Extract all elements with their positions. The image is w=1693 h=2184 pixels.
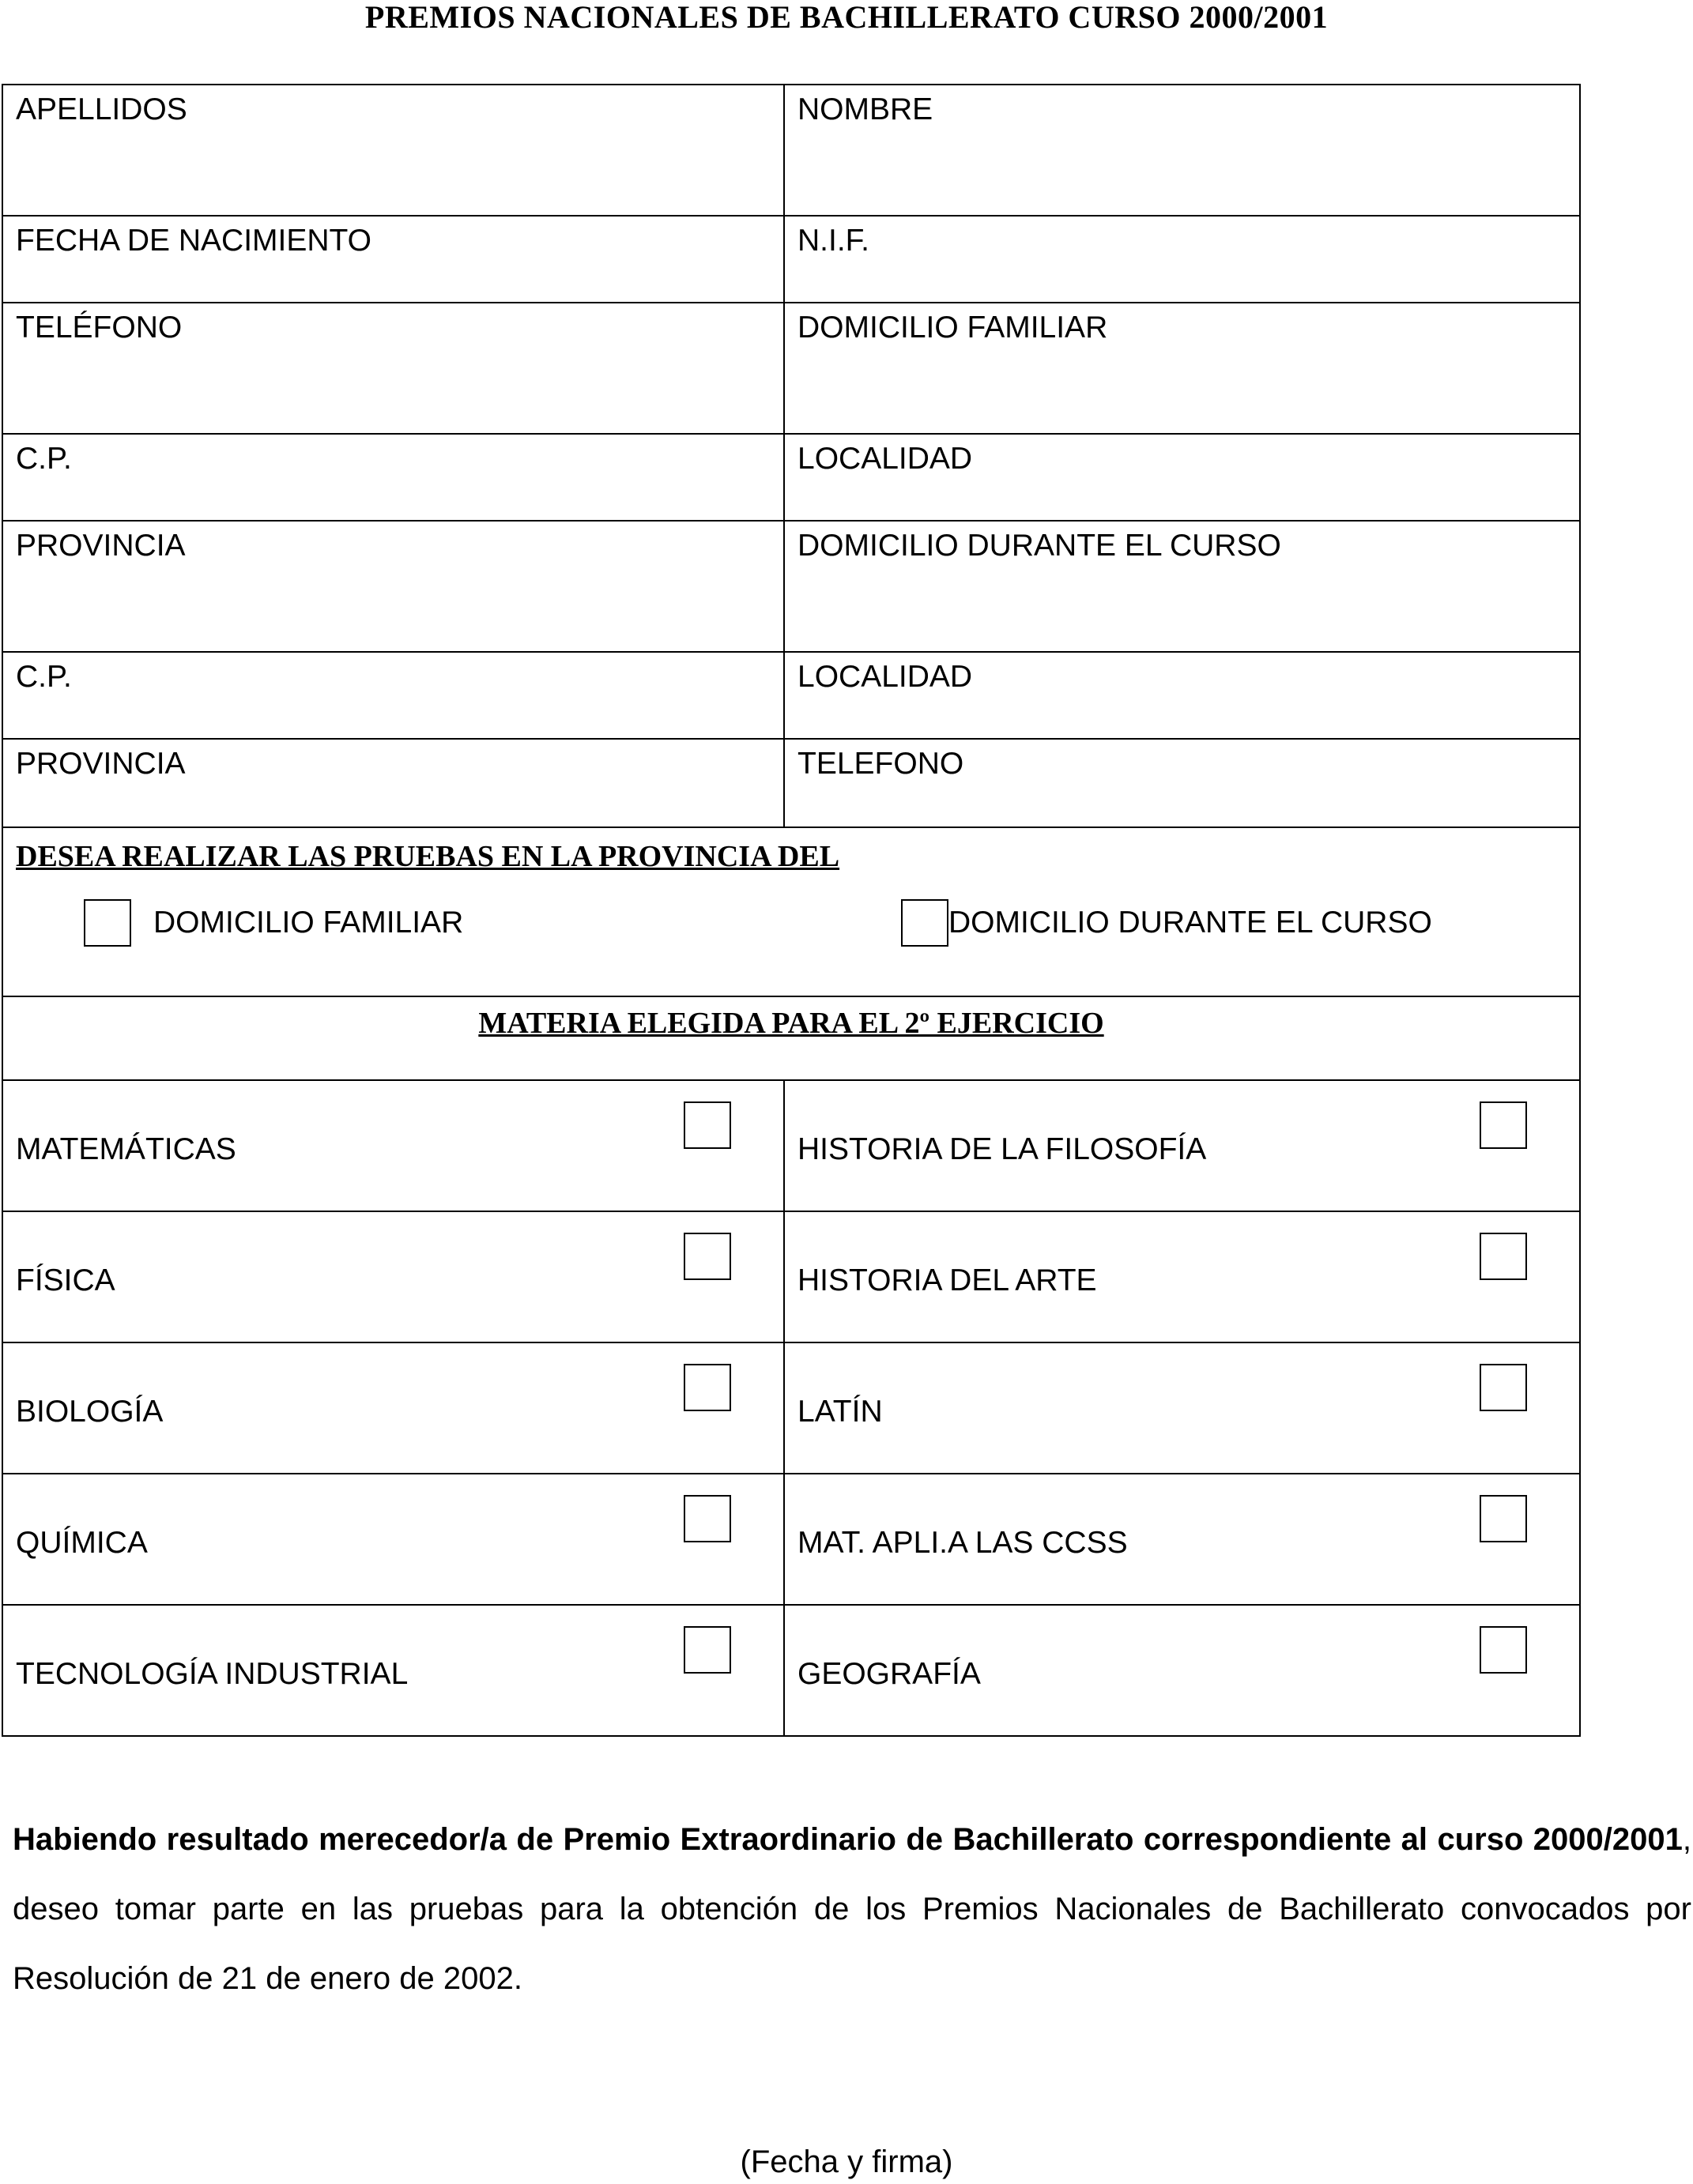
localidad-label: LOCALIDAD	[797, 442, 973, 476]
fecha-nacimiento-label: FECHA DE NACIMIENTO	[16, 224, 372, 258]
signature-label: (Fecha y firma)	[740, 2144, 953, 2179]
declaration-text: , deseo tomar parte en las pruebas para la obtención de los Premios Nacionales de Bachillerato convocados por Resolución de 21 de enero de 2002.	[13, 1822, 1691, 1996]
subject-cell	[2, 1605, 784, 1736]
apellidos-field[interactable]	[2, 85, 784, 216]
cp-field[interactable]	[2, 434, 784, 521]
option-domicilio-familiar	[84, 899, 463, 947]
application-form-table	[2, 84, 1581, 1737]
subject-geografia: GEOGRAFÍA	[797, 1657, 981, 1691]
subject-cell	[2, 1342, 784, 1474]
domicilio-curso-checkbox[interactable]	[901, 899, 948, 947]
historia-arte-checkbox[interactable]	[1480, 1233, 1527, 1280]
provincia-curso-field[interactable]	[2, 739, 784, 827]
localidad-curso-label: LOCALIDAD	[797, 660, 973, 694]
localidad-curso-field[interactable]	[784, 652, 1580, 739]
domicilio-familiar-field[interactable]	[784, 303, 1580, 434]
cp-curso-field[interactable]	[2, 652, 784, 739]
nif-label: N.I.F.	[797, 224, 870, 258]
subject-row	[2, 1211, 1580, 1342]
nombre-field[interactable]	[784, 85, 1580, 216]
subject-cell	[784, 1080, 1580, 1211]
matematicas-checkbox[interactable]	[684, 1101, 731, 1149]
cp-label: C.P.	[16, 442, 72, 476]
provincia-label: PROVINCIA	[16, 529, 186, 563]
form-row	[2, 216, 1580, 303]
subject-matematicas: MATEMÁTICAS	[16, 1132, 236, 1166]
subject-cell	[784, 1211, 1580, 1342]
materia-heading: MATERIA ELEGIDA PARA EL 2º EJERCICIO	[478, 1007, 1104, 1040]
declaration-bold-text: Habiendo resultado merecedor/a de Premio Extraordinario de Bachillerato correspondiente al curso 2000/2001	[13, 1822, 1683, 1857]
cp-curso-label: C.P.	[16, 660, 72, 694]
subject-cell	[2, 1080, 784, 1211]
nombre-label: NOMBRE	[797, 92, 933, 126]
telefono-curso-label: TELEFONO	[797, 747, 964, 781]
subject-tecnologia-industrial: TECNOLOGÍA INDUSTRIAL	[16, 1657, 409, 1691]
form-row	[2, 303, 1580, 434]
subject-row	[2, 1474, 1580, 1605]
materia-section	[2, 996, 1580, 1080]
fecha-nacimiento-field[interactable]	[2, 216, 784, 303]
subject-fisica: FÍSICA	[16, 1263, 115, 1297]
localidad-field[interactable]	[784, 434, 1580, 521]
subject-quimica: QUÍMICA	[16, 1526, 148, 1560]
materia-heading-row	[2, 996, 1580, 1080]
latin-checkbox[interactable]	[1480, 1364, 1527, 1411]
form-title: PREMIOS NACIONALES DE BACHILLERATO CURSO 2000/2001	[364, 0, 1329, 35]
telefono-curso-field[interactable]	[784, 739, 1580, 827]
subject-latin: LATÍN	[797, 1395, 883, 1429]
option-domicilio-curso	[901, 899, 1432, 947]
subject-historia-filosofia: HISTORIA DE LA FILOSOFÍA	[797, 1132, 1207, 1166]
subject-row	[2, 1080, 1580, 1211]
option-domicilio-familiar-label: DOMICILIO FAMILIAR	[153, 906, 464, 939]
apellidos-label: APELLIDOS	[16, 92, 187, 126]
subject-cell	[784, 1342, 1580, 1474]
geografia-checkbox[interactable]	[1480, 1626, 1527, 1674]
domicilio-curso-field[interactable]	[784, 521, 1580, 652]
telefono-label: TELÉFONO	[16, 311, 183, 345]
subject-mat-aplicadas: MAT. APLI.A LAS CCSS	[797, 1526, 1128, 1560]
form-row	[2, 521, 1580, 652]
domicilio-familiar-checkbox[interactable]	[84, 899, 131, 947]
form-row	[2, 434, 1580, 521]
quimica-checkbox[interactable]	[684, 1495, 731, 1542]
domicilio-curso-label: DOMICILIO DURANTE EL CURSO	[797, 529, 1281, 563]
subject-cell	[2, 1474, 784, 1605]
provincia-preference-section	[2, 827, 1580, 996]
option-domicilio-curso-label: DOMICILIO DURANTE EL CURSO	[948, 906, 1432, 939]
subject-cell	[784, 1474, 1580, 1605]
domicilio-familiar-label: DOMICILIO FAMILIAR	[797, 311, 1108, 345]
subject-cell	[2, 1211, 784, 1342]
subject-cell	[784, 1605, 1580, 1736]
form-row	[2, 739, 1580, 827]
provincia-field[interactable]	[2, 521, 784, 652]
biologia-checkbox[interactable]	[684, 1364, 731, 1411]
provincia-preference-row	[2, 827, 1580, 996]
historia-filosofia-checkbox[interactable]	[1480, 1101, 1527, 1149]
telefono-field[interactable]	[2, 303, 784, 434]
form-row	[2, 85, 1580, 216]
provincia-preference-heading: DESEA REALIZAR LAS PRUEBAS EN LA PROVINCIA DEL	[16, 840, 840, 873]
mat-aplicadas-checkbox[interactable]	[1480, 1495, 1527, 1542]
subject-row	[2, 1605, 1580, 1736]
provincia-curso-label: PROVINCIA	[16, 747, 186, 781]
form-row	[2, 652, 1580, 739]
subject-biologia: BIOLOGÍA	[16, 1395, 164, 1429]
nif-field[interactable]	[784, 216, 1580, 303]
subject-historia-arte: HISTORIA DEL ARTE	[797, 1263, 1097, 1297]
subject-row	[2, 1342, 1580, 1474]
declaration-paragraph	[13, 1805, 1691, 2013]
fisica-checkbox[interactable]	[684, 1233, 731, 1280]
tecnologia-industrial-checkbox[interactable]	[684, 1626, 731, 1674]
